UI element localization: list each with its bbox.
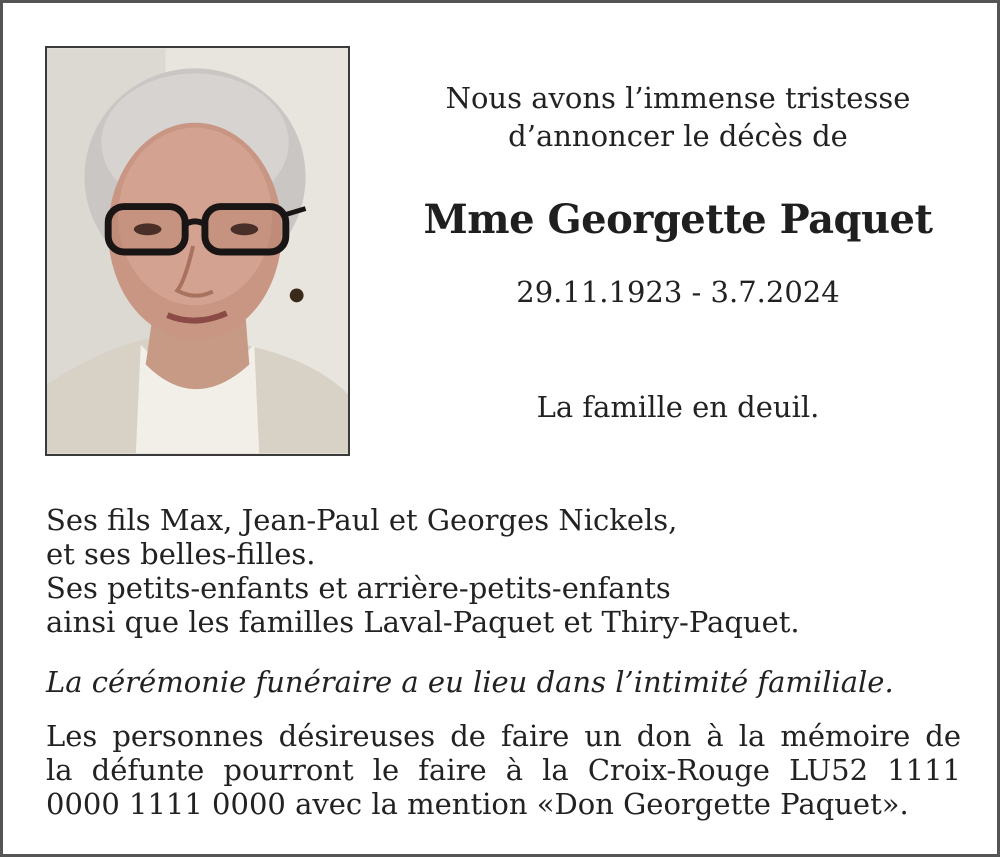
mourners-line: et ses belles-filles. <box>46 537 316 571</box>
portrait-photo <box>45 46 350 456</box>
mourners-line: ainsi que les familles Laval-Paquet et Thiry-Paquet. <box>46 605 800 639</box>
family-signature: La famille en deuil. <box>536 390 820 424</box>
mourners-line: Ses fils Max, Jean-Paul et Georges Nickels, <box>46 503 678 537</box>
donation-line: Les personnes désireuses de faire un don à la mémoire de <box>46 719 961 753</box>
donation-note <box>46 719 961 821</box>
donation-line: la défunte pourront le faire à la Croix-Rouge LU52 1111 <box>46 753 961 787</box>
deceased-name: Mme Georgette Paquet <box>423 196 933 243</box>
intro-line: d’annoncer le décès de <box>508 119 848 153</box>
mourners-list <box>46 503 800 639</box>
intro-line: Nous avons l’immense tristesse <box>445 81 911 115</box>
life-dates: 29.11.1923 - 3.7.2024 <box>516 275 840 309</box>
intro-text <box>398 79 958 155</box>
donation-line: 0000 1111 0000 avec la mention «Don Georgette Paquet». <box>46 787 909 821</box>
ceremony-note: La cérémonie funéraire a eu lieu dans l’intimité familiale. <box>46 665 894 699</box>
mourners-line: Ses petits-enfants et arrière-petits-enfants <box>46 571 671 605</box>
